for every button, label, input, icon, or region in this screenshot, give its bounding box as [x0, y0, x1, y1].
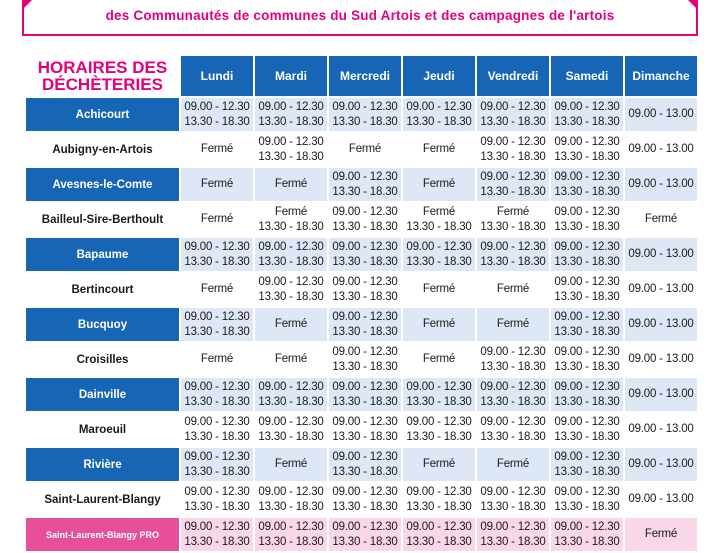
day-header: Samedi	[551, 56, 623, 96]
hours-line: 13.30 - 18.30	[406, 395, 472, 408]
hours-cell	[181, 448, 253, 481]
hours-line: 09.00 - 13.00	[628, 178, 694, 190]
hours-line: Fermé	[496, 205, 530, 218]
hours-cell	[329, 413, 401, 446]
hours-line: 09.00 - 13.00	[628, 248, 694, 260]
hours-line: 09.00 - 12.30	[554, 520, 620, 533]
hours-line: Fermé	[422, 318, 456, 330]
hours-line: 09.00 - 12.30	[332, 100, 398, 113]
hours-line: Fermé	[422, 143, 456, 155]
hours-cell	[181, 483, 253, 516]
header-banner	[22, 0, 698, 36]
hours-cell	[403, 238, 475, 271]
hours-line: Fermé	[200, 143, 234, 155]
hours-line: 13.30 - 18.30	[258, 220, 324, 233]
hours-line: 09.00 - 13.00	[628, 318, 694, 330]
hours-cell	[551, 413, 623, 446]
day-header: Mardi	[255, 56, 327, 96]
hours-cell	[329, 518, 401, 551]
hours-cell	[403, 518, 475, 551]
hours-line: 13.30 - 18.30	[184, 465, 250, 478]
hours-line: 13.30 - 18.30	[480, 360, 546, 373]
hours-line: 13.30 - 18.30	[184, 255, 250, 268]
hours-line: 09.00 - 12.30	[184, 520, 250, 533]
hours-line: 09.00 - 12.30	[480, 520, 546, 533]
schedule-table	[24, 54, 699, 553]
hours-line: 09.00 - 12.30	[554, 275, 620, 288]
hours-cell	[625, 448, 697, 481]
hours-cell	[625, 238, 697, 271]
hours-line: 09.00 - 12.30	[332, 450, 398, 463]
hours-line: Fermé	[422, 458, 456, 470]
table-row	[26, 133, 697, 166]
hours-line: Fermé	[644, 213, 678, 225]
hours-cell	[329, 238, 401, 271]
hours-cell	[551, 273, 623, 306]
hours-cell	[329, 448, 401, 481]
table-header-row	[26, 56, 697, 96]
hours-cell	[625, 518, 697, 551]
site-name: Maroeuil	[26, 413, 179, 446]
hours-line: 13.30 - 18.30	[554, 150, 620, 163]
hours-line: 13.30 - 18.30	[332, 185, 398, 198]
hours-cell	[477, 273, 549, 306]
hours-cell	[403, 273, 475, 306]
hours-line: 09.00 - 13.00	[628, 283, 694, 295]
hours-line: 09.00 - 12.30	[406, 240, 472, 253]
day-header: Vendredi	[477, 56, 549, 96]
hours-cell	[329, 203, 401, 236]
hours-cell	[551, 133, 623, 166]
hours-cell	[551, 203, 623, 236]
hours-line: 09.00 - 12.30	[406, 485, 472, 498]
hours-line: 09.00 - 12.30	[554, 240, 620, 253]
hours-cell	[477, 343, 549, 376]
hours-line: 13.30 - 18.30	[184, 535, 250, 548]
banner-text	[24, 8, 696, 23]
table-row	[26, 343, 697, 376]
hours-line: 09.00 - 12.30	[480, 415, 546, 428]
hours-line: 13.30 - 18.30	[184, 500, 250, 513]
hours-line: 13.30 - 18.30	[554, 115, 620, 128]
hours-cell	[181, 413, 253, 446]
hours-line: 09.00 - 12.30	[406, 100, 472, 113]
site-name: Bucquoy	[26, 308, 179, 341]
hours-cell	[403, 168, 475, 201]
hours-line: Fermé	[274, 353, 308, 365]
hours-line: 09.00 - 12.30	[332, 240, 398, 253]
hours-line: 13.30 - 18.30	[480, 115, 546, 128]
hours-cell	[329, 483, 401, 516]
hours-line: 13.30 - 18.30	[258, 290, 324, 303]
hours-cell	[625, 483, 697, 516]
hours-line: 09.00 - 12.30	[554, 100, 620, 113]
hours-line: Fermé	[274, 458, 308, 470]
hours-line: Fermé	[644, 528, 678, 540]
hours-cell	[625, 343, 697, 376]
hours-line: Fermé	[348, 143, 382, 155]
hours-line: 09.00 - 12.30	[258, 135, 324, 148]
hours-line: 09.00 - 12.30	[554, 135, 620, 148]
hours-line: 13.30 - 18.30	[554, 465, 620, 478]
hours-line: 09.00 - 12.30	[480, 240, 546, 253]
hours-line: 09.00 - 12.30	[406, 380, 472, 393]
hours-cell	[403, 133, 475, 166]
hours-line: 09.00 - 12.30	[258, 380, 324, 393]
hours-line: 13.30 - 18.30	[332, 430, 398, 443]
hours-line: 09.00 - 12.30	[554, 415, 620, 428]
hours-line: 09.00 - 12.30	[480, 345, 546, 358]
hours-line: 13.30 - 18.30	[480, 535, 546, 548]
table-row	[26, 98, 697, 131]
hours-line: Fermé	[200, 353, 234, 365]
hours-cell	[255, 133, 327, 166]
hours-cell	[477, 98, 549, 131]
hours-line: 09.00 - 12.30	[406, 415, 472, 428]
site-name: Rivière	[26, 448, 179, 481]
hours-line: 13.30 - 18.30	[554, 290, 620, 303]
hours-line: 13.30 - 18.30	[184, 430, 250, 443]
hours-cell	[551, 343, 623, 376]
hours-line: 09.00 - 12.30	[184, 380, 250, 393]
hours-cell	[181, 518, 253, 551]
hours-line: 13.30 - 18.30	[332, 535, 398, 548]
hours-cell	[625, 413, 697, 446]
hours-line: 13.30 - 18.30	[554, 360, 620, 373]
hours-cell	[477, 308, 549, 341]
hours-cell	[181, 273, 253, 306]
hours-cell	[329, 273, 401, 306]
table-row	[26, 203, 697, 236]
hours-cell	[255, 378, 327, 411]
hours-line: 09.00 - 12.30	[184, 450, 250, 463]
hours-cell	[551, 518, 623, 551]
hours-line: 13.30 - 18.30	[184, 325, 250, 338]
hours-cell	[477, 448, 549, 481]
site-name: Saint-Laurent-Blangy PRO	[26, 518, 179, 551]
hours-line: 13.30 - 18.30	[258, 150, 324, 163]
hours-cell	[403, 98, 475, 131]
site-name: Dainville	[26, 378, 179, 411]
hours-line: 09.00 - 12.30	[554, 345, 620, 358]
hours-line: 13.30 - 18.30	[332, 115, 398, 128]
hours-line: 09.00 - 12.30	[554, 380, 620, 393]
site-name: Avesnes-le-Comte	[26, 168, 179, 201]
hours-cell	[329, 98, 401, 131]
site-name: Achicourt	[26, 98, 179, 131]
site-name: Bapaume	[26, 238, 179, 271]
hours-line: 13.30 - 18.30	[184, 395, 250, 408]
hours-line: 13.30 - 18.30	[480, 430, 546, 443]
table-row	[26, 413, 697, 446]
hours-cell	[255, 238, 327, 271]
hours-line: 13.30 - 18.30	[406, 500, 472, 513]
hours-cell	[551, 448, 623, 481]
hours-line: 09.00 - 12.30	[332, 310, 398, 323]
hours-line: Fermé	[274, 178, 308, 190]
hours-line: 09.00 - 12.30	[258, 100, 324, 113]
hours-cell	[403, 203, 475, 236]
day-header: Lundi	[181, 56, 253, 96]
hours-cell	[255, 483, 327, 516]
hours-line: Fermé	[496, 318, 530, 330]
hours-line: 13.30 - 18.30	[332, 220, 398, 233]
hours-line: 09.00 - 12.30	[184, 485, 250, 498]
hours-line: Fermé	[496, 283, 530, 295]
hours-line: 09.00 - 13.00	[628, 458, 694, 470]
hours-cell	[551, 483, 623, 516]
hours-cell	[181, 378, 253, 411]
hours-line: 09.00 - 12.30	[184, 310, 250, 323]
hours-line: Fermé	[200, 283, 234, 295]
hours-cell	[403, 343, 475, 376]
hours-cell	[477, 518, 549, 551]
hours-cell	[403, 413, 475, 446]
hours-cell	[625, 203, 697, 236]
hours-line: 09.00 - 13.00	[628, 493, 694, 505]
hours-line: 13.30 - 18.30	[332, 325, 398, 338]
hours-line: 09.00 - 12.30	[332, 275, 398, 288]
hours-line: 13.30 - 18.30	[480, 220, 546, 233]
table-row	[26, 168, 697, 201]
table-title: HORAIRES DES DÉCHÈTERIES	[26, 56, 179, 96]
hours-line: 09.00 - 12.30	[554, 450, 620, 463]
hours-cell	[329, 308, 401, 341]
hours-cell	[255, 308, 327, 341]
hours-line: Fermé	[274, 205, 308, 218]
table-row	[26, 378, 697, 411]
hours-cell	[255, 518, 327, 551]
site-name: Bailleul-Sire-Berthoult	[26, 203, 179, 236]
hours-line: 09.00 - 12.30	[554, 170, 620, 183]
hours-cell	[477, 133, 549, 166]
hours-line: 13.30 - 18.30	[406, 255, 472, 268]
hours-cell	[403, 308, 475, 341]
hours-line: 13.30 - 18.30	[554, 500, 620, 513]
hours-line: 09.00 - 12.30	[184, 100, 250, 113]
hours-cell	[181, 238, 253, 271]
hours-line: 09.00 - 12.30	[554, 310, 620, 323]
hours-cell	[625, 308, 697, 341]
hours-line: 13.30 - 18.30	[554, 430, 620, 443]
hours-cell	[329, 378, 401, 411]
site-name: Bertincourt	[26, 273, 179, 306]
hours-line: 09.00 - 12.30	[184, 415, 250, 428]
table-row	[26, 448, 697, 481]
site-name: Aubigny-en-Artois	[26, 133, 179, 166]
hours-line: 13.30 - 18.30	[554, 395, 620, 408]
hours-cell	[625, 133, 697, 166]
hours-line: 13.30 - 18.30	[332, 360, 398, 373]
banner-label: des Communautés de communes du Sud Artois et des campagnes de l'artois	[105, 8, 615, 23]
hours-cell	[181, 308, 253, 341]
hours-line: 13.30 - 18.30	[480, 500, 546, 513]
site-name: Saint-Laurent-Blangy	[26, 483, 179, 516]
hours-cell	[403, 448, 475, 481]
hours-line: 09.00 - 12.30	[332, 345, 398, 358]
hours-line: 09.00 - 12.30	[258, 485, 324, 498]
day-header: Jeudi	[403, 56, 475, 96]
table-row	[26, 518, 697, 551]
hours-cell	[551, 378, 623, 411]
hours-cell	[255, 343, 327, 376]
hours-line: 09.00 - 13.00	[628, 143, 694, 155]
hours-cell	[477, 238, 549, 271]
hours-line: 09.00 - 13.00	[628, 353, 694, 365]
hours-cell	[477, 413, 549, 446]
table-body	[26, 98, 697, 551]
hours-cell	[329, 133, 401, 166]
hours-cell	[181, 133, 253, 166]
hours-cell	[403, 378, 475, 411]
hours-cell	[477, 168, 549, 201]
hours-cell	[255, 448, 327, 481]
hours-line: 13.30 - 18.30	[554, 325, 620, 338]
hours-line: 09.00 - 12.30	[332, 485, 398, 498]
hours-line: 09.00 - 12.30	[332, 380, 398, 393]
hours-cell	[181, 168, 253, 201]
hours-line: 09.00 - 12.30	[406, 520, 472, 533]
hours-line: 09.00 - 12.30	[258, 415, 324, 428]
hours-line: Fermé	[422, 205, 456, 218]
hours-cell	[551, 308, 623, 341]
hours-line: 13.30 - 18.30	[332, 465, 398, 478]
hours-cell	[551, 238, 623, 271]
hours-line: Fermé	[422, 178, 456, 190]
hours-cell	[625, 378, 697, 411]
table-row	[26, 308, 697, 341]
hours-line: 09.00 - 12.30	[480, 485, 546, 498]
hours-line: Fermé	[274, 318, 308, 330]
day-header: Mercredi	[329, 56, 401, 96]
hours-line: 13.30 - 18.30	[258, 535, 324, 548]
hours-line: 13.30 - 18.30	[554, 535, 620, 548]
table-row	[26, 238, 697, 271]
hours-line: 09.00 - 12.30	[480, 170, 546, 183]
hours-cell	[477, 378, 549, 411]
hours-line: 09.00 - 12.30	[258, 520, 324, 533]
hours-cell	[181, 203, 253, 236]
day-header: Dimanche	[625, 56, 697, 96]
hours-line: Fermé	[496, 458, 530, 470]
hours-cell	[477, 203, 549, 236]
hours-cell	[625, 98, 697, 131]
hours-line: 09.00 - 12.30	[480, 135, 546, 148]
hours-line: 13.30 - 18.30	[480, 255, 546, 268]
hours-line: Fermé	[422, 353, 456, 365]
hours-cell	[181, 343, 253, 376]
hours-cell	[255, 98, 327, 131]
hours-line: 09.00 - 13.00	[628, 423, 694, 435]
hours-line: Fermé	[200, 213, 234, 225]
hours-cell	[551, 98, 623, 131]
hours-line: Fermé	[200, 178, 234, 190]
hours-line: 09.00 - 12.30	[554, 205, 620, 218]
hours-line: 13.30 - 18.30	[332, 395, 398, 408]
hours-line: 13.30 - 18.30	[258, 255, 324, 268]
hours-line: 09.00 - 12.30	[332, 520, 398, 533]
hours-line: 13.30 - 18.30	[480, 150, 546, 163]
hours-line: 09.00 - 12.30	[332, 415, 398, 428]
hours-line: 13.30 - 18.30	[258, 115, 324, 128]
hours-line: 09.00 - 13.00	[628, 108, 694, 120]
hours-line: 13.30 - 18.30	[406, 430, 472, 443]
hours-line: 13.30 - 18.30	[406, 535, 472, 548]
hours-line: 13.30 - 18.30	[184, 115, 250, 128]
hours-cell	[625, 168, 697, 201]
hours-line: 13.30 - 18.30	[258, 500, 324, 513]
site-name: Croisilles	[26, 343, 179, 376]
hours-line: Fermé	[422, 283, 456, 295]
hours-cell	[255, 273, 327, 306]
hours-line: 13.30 - 18.30	[406, 115, 472, 128]
hours-cell	[625, 273, 697, 306]
hours-cell	[329, 343, 401, 376]
table-row	[26, 483, 697, 516]
hours-cell	[255, 413, 327, 446]
hours-line: 13.30 - 18.30	[480, 395, 546, 408]
hours-line: 13.30 - 18.30	[332, 255, 398, 268]
hours-line: 13.30 - 18.30	[554, 185, 620, 198]
hours-line: 09.00 - 12.30	[554, 485, 620, 498]
hours-cell	[477, 483, 549, 516]
hours-cell	[551, 168, 623, 201]
hours-line: 13.30 - 18.30	[332, 290, 398, 303]
hours-line: 09.00 - 13.00	[628, 388, 694, 400]
hours-line: 09.00 - 12.30	[258, 240, 324, 253]
hours-line: 13.30 - 18.30	[406, 220, 472, 233]
hours-line: 09.00 - 12.30	[332, 170, 398, 183]
hours-line: 09.00 - 12.30	[480, 100, 546, 113]
hours-line: 13.30 - 18.30	[258, 395, 324, 408]
hours-cell	[255, 203, 327, 236]
hours-line: 09.00 - 12.30	[480, 380, 546, 393]
table-row	[26, 273, 697, 306]
hours-cell	[255, 168, 327, 201]
hours-line: 13.30 - 18.30	[480, 185, 546, 198]
hours-line: 13.30 - 18.30	[332, 500, 398, 513]
hours-cell	[329, 168, 401, 201]
hours-cell	[181, 98, 253, 131]
hours-line: 09.00 - 12.30	[258, 275, 324, 288]
hours-line: 09.00 - 12.30	[184, 240, 250, 253]
hours-line: 13.30 - 18.30	[258, 430, 324, 443]
hours-line: 09.00 - 12.30	[332, 205, 398, 218]
hours-cell	[403, 483, 475, 516]
hours-line: 13.30 - 18.30	[554, 220, 620, 233]
hours-line: 13.30 - 18.30	[554, 255, 620, 268]
